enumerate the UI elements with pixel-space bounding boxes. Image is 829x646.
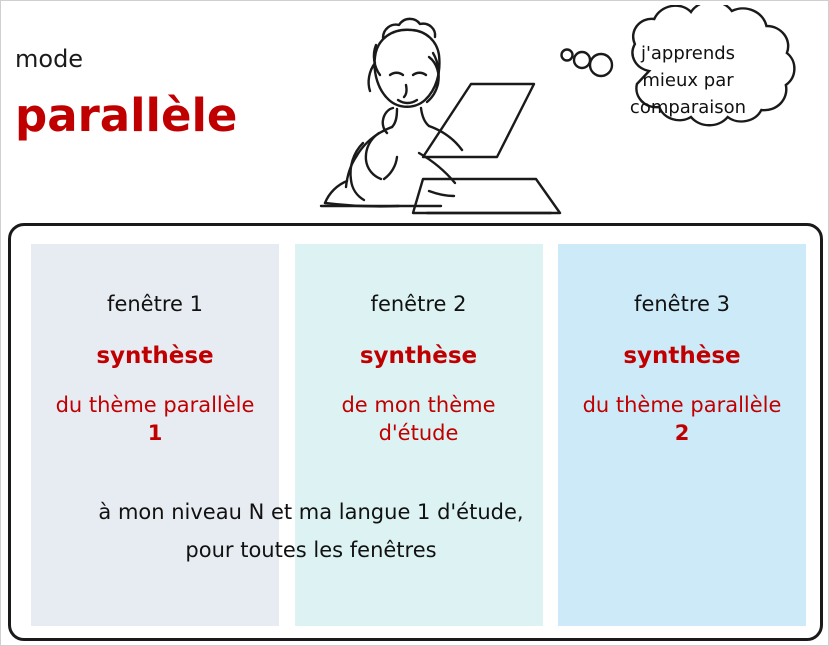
windows-container — [8, 223, 823, 641]
description-text-2: de mon thème — [341, 393, 496, 417]
mode-label: mode — [15, 45, 84, 73]
footer-note-line-1: à mon niveau N et ma langue 1 d'étude, — [98, 500, 524, 524]
person-thinking-at-laptop-illustration — [263, 5, 563, 223]
thought-bubble — [557, 5, 819, 155]
footer-note-line-2: pour toutes les fenêtres — [185, 537, 437, 562]
bubble-line-3: comparaison — [629, 96, 747, 118]
description-text-1: du thème parallèle — [55, 393, 255, 417]
description-number-2: d'étude — [378, 421, 459, 446]
bubble-line-2: mieux par — [642, 69, 734, 91]
window-column-2[interactable] — [295, 244, 543, 626]
window-label-1: fenêtre 1 — [107, 292, 203, 316]
windows-columns — [31, 244, 806, 626]
synthesis-description-3 — [558, 391, 806, 448]
window-column-1[interactable] — [31, 244, 279, 626]
window-column-3[interactable] — [558, 244, 806, 626]
window-label-2: fenêtre 2 — [370, 292, 467, 316]
page-title: parallèle — [15, 89, 238, 142]
bubble-line-1: j'apprends — [640, 42, 736, 64]
synthesis-label-1: synthèse — [96, 343, 214, 369]
description-number-3: 2 — [674, 421, 690, 446]
header — [1, 1, 829, 223]
synthesis-description-1 — [31, 391, 279, 448]
synthesis-label-2: synthèse — [359, 343, 478, 369]
description-text-3: du thème parallèle — [582, 393, 782, 417]
synthesis-label-3: synthèse — [623, 343, 741, 369]
description-number-1: 1 — [147, 421, 163, 446]
window-label-3: fenêtre 3 — [634, 292, 730, 316]
synthesis-description-2 — [295, 391, 543, 448]
